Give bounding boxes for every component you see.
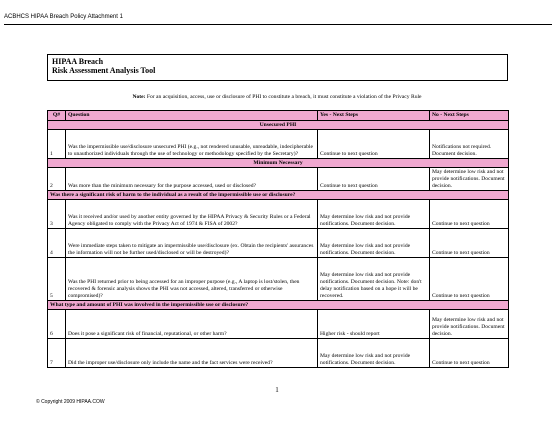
header-question: Question: [66, 111, 318, 121]
privacy-note: [0, 94, 554, 100]
row-no: Notifications not required. Document decision.: [430, 130, 509, 159]
row-yes: Continue to next question: [318, 130, 430, 159]
row-question: Were immediate steps taken to mitigate an impermissible use/disclosure (ex. Obtain the recipients' assurances the information will not be further used/disclosed or will be destroyed)?: [66, 229, 318, 258]
section-minimum-necessary: Minimum Necessary: [48, 159, 509, 168]
note-label: Note:: [132, 94, 146, 100]
row-question: Did the improper use/disclosure only include the name and the fact services were received?: [66, 339, 318, 368]
row-num: 1: [48, 130, 66, 159]
row-num: 3: [48, 200, 66, 229]
row-yes: Continue to next question: [318, 168, 430, 191]
page-number: 1: [275, 386, 279, 394]
title-line-1: HIPAA Breach: [52, 57, 104, 66]
row-question: Was the impermissible use/disclosure unsecured PHI (e.g., not rendered unusable, unreadable, indecipherable to unauthorized individuals through the use of technology or methodology specified by the Secretary)?: [66, 130, 318, 159]
row-no: Continue to next question: [430, 229, 509, 258]
row-num: 2: [48, 168, 66, 191]
row-num: 7: [48, 339, 66, 368]
row-no: Continue to next question: [430, 339, 509, 368]
table-row: [48, 229, 509, 258]
row-question: Was more than the minimum necessary for the purpose accessed, used or disclosed?: [66, 168, 318, 191]
row-question: Was it received and/or used by another entity governed by the HIPAA Privacy & Security Rules or a Federal Agency obligated to comply with the Privacy Act of 1974 & FISA of 2002?: [66, 200, 318, 229]
row-question: Does it pose a significant risk of financial, reputational, or other harm?: [66, 310, 318, 339]
document-header: ACBHCS HIPAA Breach Policy Attachment 1: [4, 14, 123, 20]
section-phi-type-amount: What type and amount of PHI was involved in the impermissible use or disclosure?: [48, 301, 509, 310]
row-num: 4: [48, 229, 66, 258]
header-qnum: Q#: [48, 111, 66, 121]
note-text: For an acquisition, access, use or disclosure of PHI to constitute a breach, it must constitute a violation of the Privacy Rule: [145, 94, 422, 100]
risk-assessment-table: [47, 110, 509, 368]
row-yes: May determine low risk and not provide notifications. Document decision.: [318, 229, 430, 258]
table-header-row: [48, 111, 509, 121]
section-unsecured-phi: Unsecured PHI: [48, 121, 509, 130]
table-row: [48, 130, 509, 159]
section-row: [48, 191, 509, 200]
table-row: [48, 339, 509, 368]
row-no: May determine low risk and not provide notifications. Document decision.: [430, 310, 509, 339]
row-yes: Higher risk - should report: [318, 310, 430, 339]
row-yes: May determine low risk and not provide notifications. Document decision. Note: don't delay notification based on a hope it will be recovered.: [318, 258, 430, 301]
title-line-2: Risk Assessment Analysis Tool: [52, 66, 156, 75]
section-risk-of-harm: Was there a significant risk of harm to the individual as a result of the impermissible use or disclosure?: [48, 191, 509, 200]
header-yes: Yes - Next Steps: [318, 111, 430, 121]
row-question: Was the PHI returned prior to being accessed for an improper purpose (e.g., A laptop is lost/stolen, then recovered & forensic analysis shows the PHI was not accessed, altered, transferred or otherwise compromised)?: [66, 258, 318, 301]
row-num: 5: [48, 258, 66, 301]
copyright: © Copyright 2009 HIPAA.COW: [36, 399, 105, 405]
row-yes: May determine low risk and not provide notifications. Document decision.: [318, 339, 430, 368]
row-no: Continue to next question: [430, 258, 509, 301]
section-row: [48, 301, 509, 310]
section-row: [48, 159, 509, 168]
table-row: [48, 168, 509, 191]
table-row: [48, 200, 509, 229]
table-row: [48, 310, 509, 339]
row-no: Continue to next question: [430, 200, 509, 229]
header-divider: [4, 24, 552, 25]
section-row: [48, 121, 509, 130]
table-row: [48, 258, 509, 301]
row-no: May determine low risk and not provide notifications. Document decision.: [430, 168, 509, 191]
row-yes: May determine low risk and not provide notifications. Document decision.: [318, 200, 430, 229]
row-num: 6: [48, 310, 66, 339]
title-box: [47, 54, 508, 81]
header-no: No - Next Steps: [430, 111, 509, 121]
